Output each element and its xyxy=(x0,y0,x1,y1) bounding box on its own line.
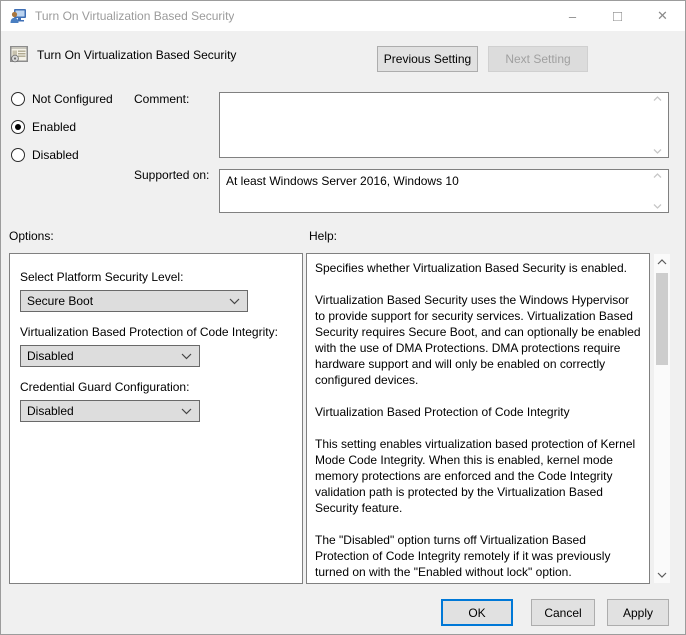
help-paragraph: Virtualization Based Protection of Code Integrity xyxy=(315,405,570,419)
platform-security-level-label: Select Platform Security Level: xyxy=(20,270,184,284)
radio-circle-icon xyxy=(11,148,25,162)
radio-disabled[interactable] xyxy=(11,147,79,163)
radio-circle-icon xyxy=(11,92,25,106)
chevron-down-icon xyxy=(657,572,667,578)
help-scrollbar[interactable] xyxy=(654,254,670,583)
comment-input[interactable] xyxy=(219,92,669,158)
code-integrity-select[interactable] xyxy=(20,345,200,367)
selected-value: Secure Boot xyxy=(27,294,94,308)
radio-enabled[interactable] xyxy=(11,119,76,135)
setting-title: Turn On Virtualization Based Security xyxy=(37,48,237,62)
group-policy-user-icon xyxy=(10,8,27,24)
supported-on-box xyxy=(219,169,669,213)
selected-value: Disabled xyxy=(27,404,74,418)
options-panel xyxy=(9,253,303,584)
scroll-up-button[interactable] xyxy=(654,254,670,270)
minimize-button[interactable]: – xyxy=(550,1,595,31)
apply-button[interactable]: Apply xyxy=(607,599,669,626)
options-section-label: Options: xyxy=(9,229,54,243)
credential-guard-label: Credential Guard Configuration: xyxy=(20,380,190,394)
help-section-label: Help: xyxy=(309,229,338,243)
comment-label: Comment: xyxy=(134,92,190,106)
code-integrity-label: Virtualization Based Protection of Code Integrity: xyxy=(20,325,278,339)
radio-label: Disabled xyxy=(32,148,79,162)
help-paragraph: Virtualization Based Security uses the Windows Hypervisor to provide support for security services. Virtualization Based Security requires Secure Boot, and can optionally be enabled with the use of DMA Protections. DMA protections require hardware support and will only be enabled on correctly configured devices. xyxy=(315,293,641,387)
chevron-down-icon xyxy=(181,353,192,360)
selected-value: Disabled xyxy=(27,349,74,363)
radio-not-configured[interactable] xyxy=(11,91,113,107)
window-controls xyxy=(550,1,685,31)
help-paragraph: Specifies whether Virtualization Based Security is enabled. xyxy=(315,261,627,275)
credential-guard-select[interactable] xyxy=(20,400,200,422)
ok-button[interactable]: OK xyxy=(441,599,513,626)
radio-label: Not Configured xyxy=(32,92,113,106)
next-setting-button: Next Setting xyxy=(488,46,588,72)
close-button[interactable]: ✕ xyxy=(640,1,685,31)
title-bar xyxy=(1,1,685,31)
chevron-down-icon xyxy=(181,408,192,415)
radio-circle-icon xyxy=(11,120,25,134)
help-paragraph: This setting enables virtualization based protection of Kernel Mode Code Integrity. When this is enabled, kernel mode memory protections are enforced and the Code Integrity validation path is protected by the Virtualization Based Security feature. xyxy=(315,437,636,515)
platform-security-level-select[interactable] xyxy=(20,290,248,312)
help-text-panel xyxy=(306,253,650,584)
previous-setting-button[interactable]: Previous Setting xyxy=(377,46,478,72)
chevron-up-icon xyxy=(657,259,667,265)
radio-label: Enabled xyxy=(32,120,77,134)
scroll-down-button[interactable] xyxy=(654,567,670,583)
supported-on-value: At least Windows Server 2016, Windows 10 xyxy=(226,174,459,188)
supported-on-label: Supported on: xyxy=(134,168,210,182)
cancel-button[interactable]: Cancel xyxy=(531,599,595,626)
scrollbar-thumb[interactable] xyxy=(656,273,668,365)
help-paragraph: The "Disabled" option turns off Virtualization Based Protection of Code Integrity remotely if it was previously turned on with the "Enabled without lock" option. xyxy=(315,533,611,579)
policy-setting-icon xyxy=(9,44,29,64)
window-title: Turn On Virtualization Based Security xyxy=(35,9,235,23)
maximize-button[interactable]: □ xyxy=(595,1,640,31)
chevron-down-icon xyxy=(229,298,240,305)
